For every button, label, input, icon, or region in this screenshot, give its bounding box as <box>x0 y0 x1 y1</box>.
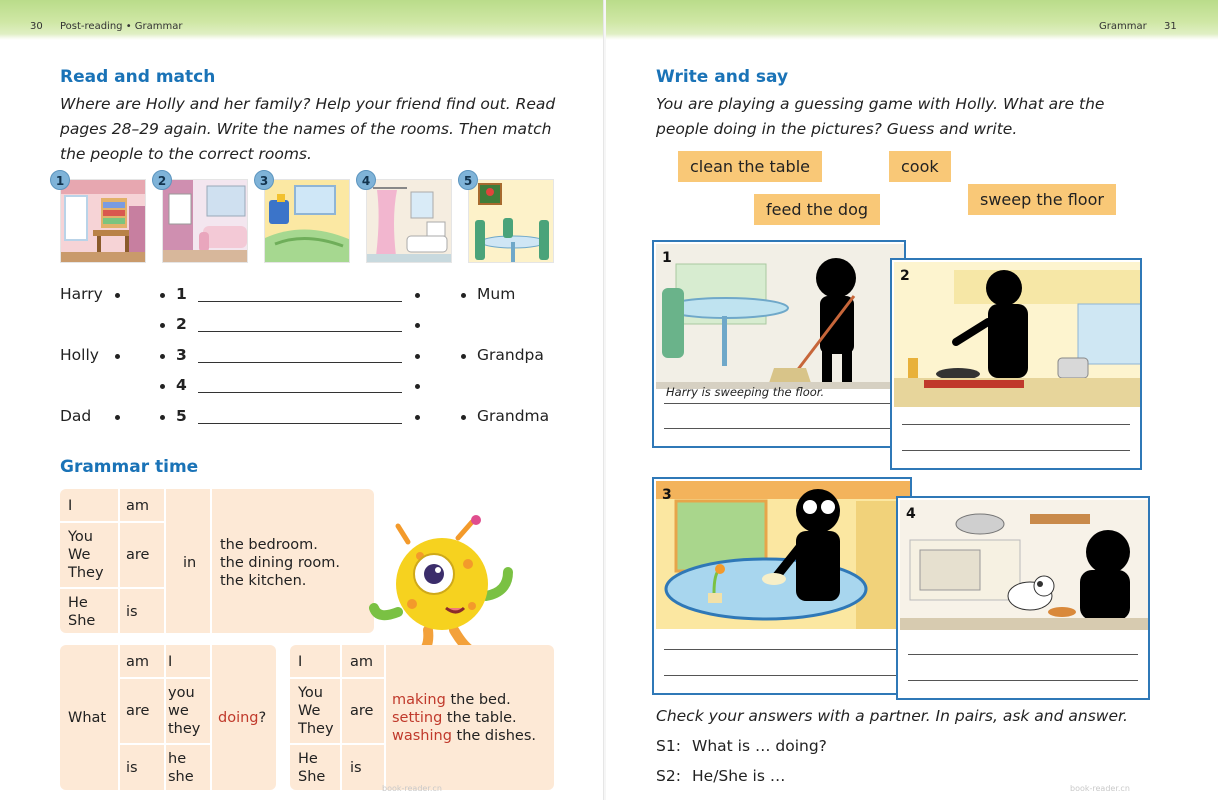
verb-am: am <box>350 654 374 670</box>
read-match-instruction-3: the people to the correct rooms. <box>60 145 312 163</box>
breadcrumb: Post-reading • Grammar <box>60 21 183 32</box>
match-dot[interactable] <box>415 354 420 359</box>
answer-line[interactable] <box>908 654 1138 655</box>
left-banner <box>0 0 604 40</box>
write-line-5[interactable] <box>198 423 402 424</box>
action-verb: making <box>392 692 446 708</box>
left-page <box>0 0 604 800</box>
pronoun-he-she: he she <box>168 751 194 785</box>
match-dot[interactable] <box>461 354 466 359</box>
grammar-table-location <box>60 489 374 633</box>
match-dot[interactable] <box>415 384 420 389</box>
action-rest: the table. <box>442 710 517 726</box>
line-number: 5 <box>176 407 187 425</box>
cooking-scene <box>894 262 1142 407</box>
card-number: 1 <box>662 250 672 266</box>
page-number: 31 <box>1164 21 1177 32</box>
verb-am: am <box>126 654 150 670</box>
breadcrumb: Grammar <box>1099 21 1147 32</box>
write-say-instruction-2: people doing in the pictures? Guess and write. <box>656 120 1018 138</box>
write-line-4[interactable] <box>198 392 402 393</box>
verb-are: are <box>126 703 150 719</box>
match-dot[interactable] <box>160 384 165 389</box>
word-tag: cook <box>889 151 951 182</box>
page-number: 30 <box>30 21 43 32</box>
word-tag: clean the table <box>678 151 822 182</box>
verb-is: is <box>126 760 138 776</box>
action-rest: the dishes. <box>451 728 536 744</box>
speaker-s1: S1: <box>656 737 681 755</box>
action-washing <box>392 727 536 745</box>
watermark: book-reader.cn <box>382 784 442 793</box>
scene-card-2 <box>890 258 1142 470</box>
places-list: the bedroom. the dining room. the kitchen. <box>220 537 340 589</box>
pronoun-you-we-they: You We They <box>298 685 334 737</box>
monster-mascot-illustration <box>368 512 518 662</box>
right-page <box>606 0 1218 800</box>
match-dot[interactable] <box>415 323 420 328</box>
bathroom-picture <box>366 179 452 263</box>
answer-line[interactable] <box>908 680 1138 681</box>
line-number: 3 <box>176 346 187 364</box>
verb-are: are <box>126 547 150 563</box>
line-number: 2 <box>176 315 187 333</box>
scene-card-4 <box>896 496 1150 700</box>
pronoun-he-she: He She <box>298 751 326 785</box>
action-rest: the bed. <box>445 692 511 708</box>
bedroom-picture <box>60 179 146 263</box>
match-dot[interactable] <box>160 415 165 420</box>
match-dot[interactable] <box>115 293 120 298</box>
match-dot[interactable] <box>160 323 165 328</box>
dining-room-picture <box>468 179 554 263</box>
action-setting <box>392 709 517 727</box>
match-dot[interactable] <box>115 354 120 359</box>
watermark: book-reader.cn <box>1070 784 1130 793</box>
picture-number: 4 <box>356 170 376 190</box>
pronoun-i: I <box>68 498 73 514</box>
right-banner <box>606 0 1218 40</box>
write-line-3[interactable] <box>198 362 402 363</box>
grammar-table-question <box>60 645 276 790</box>
preposition-in: in <box>183 555 197 571</box>
verb-am: am <box>126 498 150 514</box>
answer-line[interactable] <box>664 675 900 676</box>
match-dot[interactable] <box>160 354 165 359</box>
word-tag: sweep the floor <box>968 184 1116 215</box>
match-dot[interactable] <box>461 293 466 298</box>
picture-number: 3 <box>254 170 274 190</box>
word-tag: feed the dog <box>754 194 880 225</box>
read-match-title: Read and match <box>60 67 216 87</box>
line-number: 1 <box>176 285 187 303</box>
grammar-table-answer <box>290 645 554 790</box>
scene-card-3 <box>652 477 912 695</box>
read-match-instruction-2: pages 28–29 again. Write the names of the rooms. Then match <box>60 120 552 138</box>
verb-are: are <box>350 703 374 719</box>
pronoun-i: I <box>298 654 303 670</box>
person-holly: Holly <box>60 346 99 364</box>
pronoun-you-we-they: you we they <box>168 685 201 737</box>
doing-phrase <box>218 709 266 727</box>
person-mum: Mum <box>477 285 516 303</box>
write-say-instruction-1: You are playing a guessing game with Holly. What are the <box>656 95 1105 113</box>
write-line-1[interactable] <box>198 301 402 302</box>
match-dot[interactable] <box>415 415 420 420</box>
verb-is: is <box>350 760 362 776</box>
check-instruction: Check your answers with a partner. In pairs, ask and answer. <box>656 707 1128 725</box>
example-answer: Harry is sweeping the floor. <box>666 385 825 399</box>
scene-card-1 <box>652 240 906 448</box>
grammar-time-title: Grammar time <box>60 457 199 477</box>
answer-line[interactable] <box>664 649 900 650</box>
write-line-2[interactable] <box>198 331 402 332</box>
living-room-picture <box>162 179 248 263</box>
doing-word: doing <box>218 710 259 726</box>
card-number: 3 <box>662 487 672 503</box>
speaker-s2: S2: <box>656 767 681 785</box>
person-grandma: Grandma <box>477 407 550 425</box>
pronoun-i: I <box>168 654 173 670</box>
answer-line[interactable] <box>902 424 1130 425</box>
match-dot[interactable] <box>415 293 420 298</box>
answer-line[interactable] <box>664 428 894 429</box>
action-verb: setting <box>392 710 443 726</box>
bedroom2-picture <box>264 179 350 263</box>
feeding-dog-scene <box>900 500 1150 630</box>
match-dot[interactable] <box>115 415 120 420</box>
card-number: 4 <box>906 506 916 522</box>
picture-number: 5 <box>458 170 478 190</box>
action-verb: washing <box>392 728 452 744</box>
match-dot[interactable] <box>160 293 165 298</box>
match-dot[interactable] <box>461 415 466 420</box>
picture-number: 1 <box>50 170 70 190</box>
cleaning-table-scene <box>656 481 912 629</box>
pronoun-he-she: He She <box>68 595 96 629</box>
write-say-title: Write and say <box>656 67 789 87</box>
pronoun-you-we-they: You We They <box>68 529 104 581</box>
picture-number: 2 <box>152 170 172 190</box>
verb-is: is <box>126 604 138 620</box>
what-word: What <box>68 710 107 726</box>
action-making <box>392 691 511 709</box>
question-mark: ? <box>258 710 267 726</box>
card-number: 2 <box>900 268 910 284</box>
dialogue-line-1: What is … doing? <box>692 737 827 755</box>
line-number: 4 <box>176 376 187 394</box>
dialogue-line-2: He/She is … <box>692 767 786 785</box>
answer-line[interactable] <box>664 403 894 404</box>
person-harry: Harry <box>60 285 103 303</box>
sweeping-scene <box>656 244 906 389</box>
read-match-instruction-1: Where are Holly and her family? Help your friend find out. Read <box>60 95 556 113</box>
answer-line[interactable] <box>902 450 1130 451</box>
person-grandpa: Grandpa <box>477 346 544 364</box>
person-dad: Dad <box>60 407 92 425</box>
